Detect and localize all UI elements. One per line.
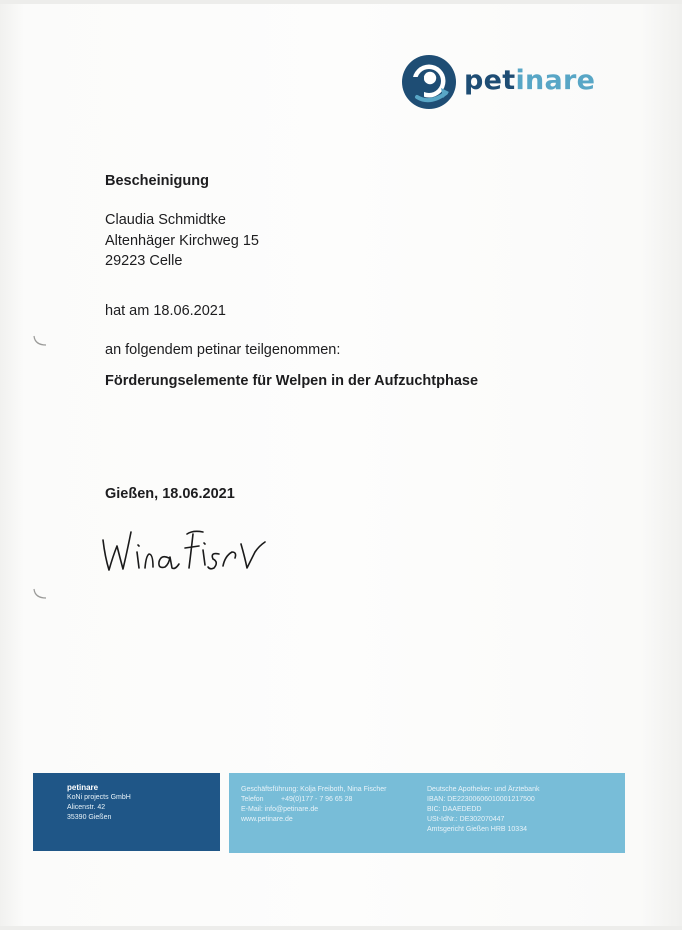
footer-contact-panel (229, 773, 625, 853)
scan-edge-bottom (0, 926, 682, 930)
participation-line: an folgendem petinar teilgenommen: (105, 342, 341, 358)
footer-bic: BIC: DAAEDEDD (427, 806, 482, 813)
recipient-name: Claudia Schmidtke (105, 212, 226, 228)
petinare-logo (400, 53, 600, 111)
footer-management: Geschäftsführung: Kolja Freiboth, Nina Fischer (241, 786, 387, 793)
footer-email: E-Mail: info@petinare.de (241, 806, 319, 813)
punch-hole-mark-top (32, 334, 48, 348)
recipient-street: Altenhäger Kirchweg 15 (105, 233, 259, 249)
place-and-date: Gießen, 18.06.2021 (105, 486, 235, 502)
footer-company-block (67, 783, 131, 823)
footer-web: www.petinare.de (241, 816, 293, 823)
footer-company-line-2: Alicenstr. 42 (67, 804, 106, 811)
footer-bank-block (427, 785, 539, 835)
recipient-city: 29223 Celle (105, 253, 183, 269)
logo-word-inare: inare (515, 65, 596, 96)
footer-contact-block (241, 785, 387, 825)
logo-mark-icon (400, 53, 458, 111)
footer-phone-label: Telefon (241, 796, 264, 803)
footer-company-line-3: 35390 Gießen (67, 814, 112, 821)
footer-iban: IBAN: DE22300606010001217500 (427, 796, 535, 803)
footer-vat-id: USt-IdNr.: DE302070447 (427, 816, 505, 823)
handwritten-signature (95, 512, 275, 582)
footer-court-registration: Amtsgericht Gießen HRB 10334 (427, 826, 527, 833)
footer-bank-name: Deutsche Apotheker- und Ärztebank (427, 786, 540, 793)
footer-phone: +49(0)177 - 7 96 65 28 (281, 796, 353, 803)
footer-company-line-1: KoNi projects GmbH (67, 794, 131, 801)
attendance-date-line: hat am 18.06.2021 (105, 303, 226, 319)
logo-wordmark (464, 63, 595, 99)
footer-company-panel (33, 773, 220, 851)
certificate-title: Bescheinigung (105, 173, 209, 189)
footer-company-brand: petinare (67, 783, 99, 792)
punch-hole-mark-bottom (32, 587, 48, 601)
scan-edge-top (0, 0, 682, 4)
logo-word-pet: pet (464, 65, 516, 96)
course-title: Förderungselemente für Welpen in der Aufzuchtphase (105, 373, 479, 389)
footer-phone-row (241, 795, 387, 805)
